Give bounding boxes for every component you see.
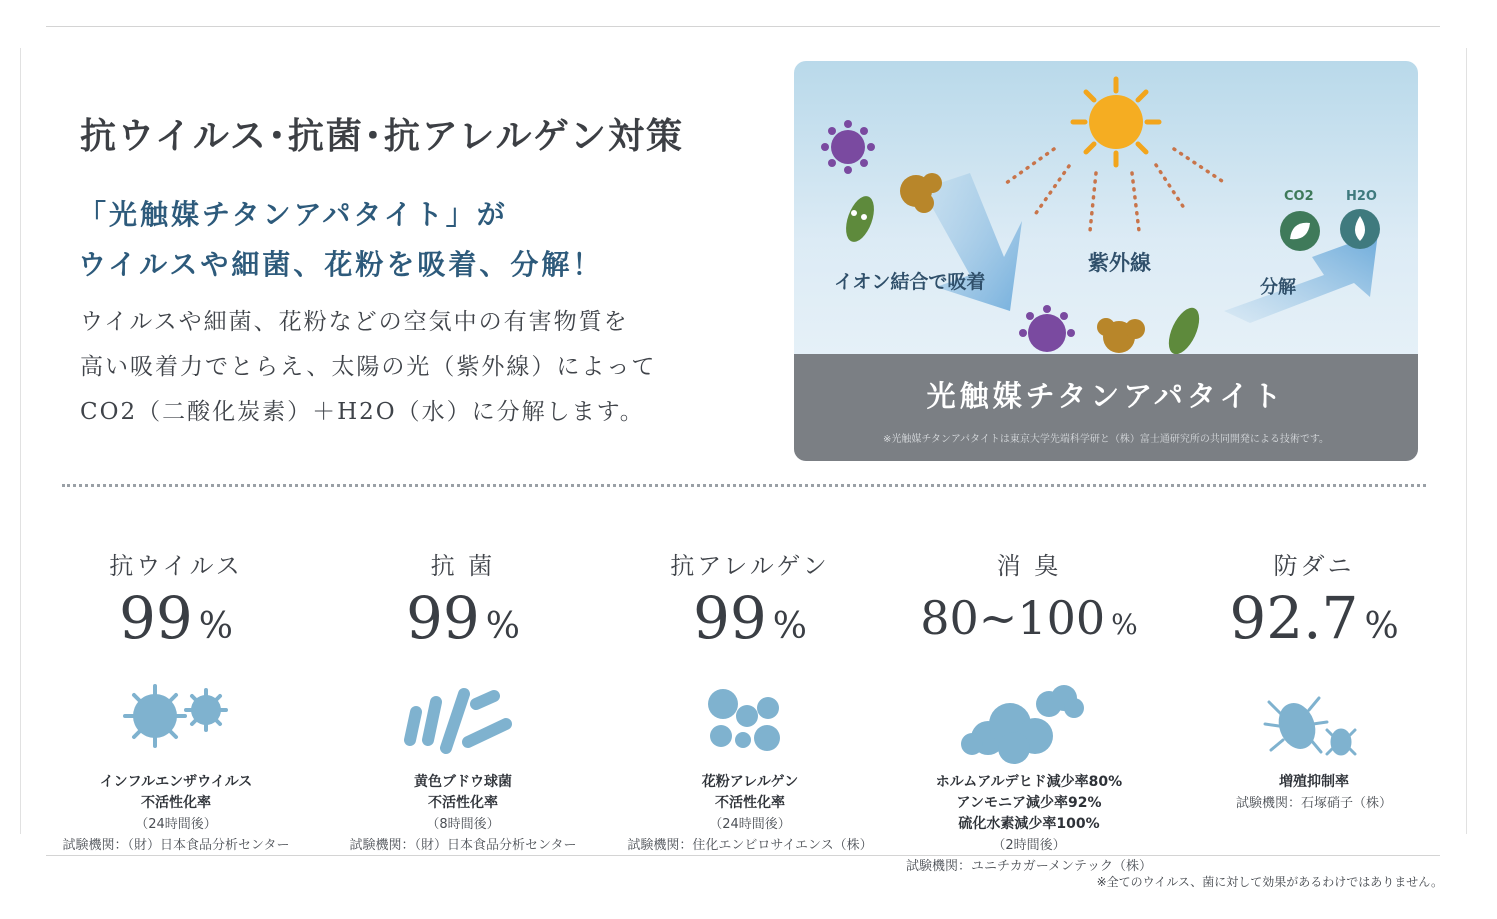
- body-line: ウイルスや細菌、花粉などの空気中の有害物質を: [80, 309, 629, 335]
- stat-unit: %: [1364, 606, 1399, 647]
- stat-antimite: [1169, 548, 1459, 814]
- diagram-artwork: [794, 61, 1418, 361]
- stat-icon: [318, 652, 608, 772]
- stat-name: 消 臭: [996, 552, 1062, 580]
- section-divider: [62, 484, 1426, 487]
- stat-number: 80~100: [920, 591, 1106, 645]
- stat-antivirus: [31, 548, 321, 856]
- stat-antibacterial: [318, 548, 608, 856]
- stat-value: [605, 584, 895, 652]
- co2-leaf-icon: [1280, 211, 1320, 251]
- pollen-icon: [605, 652, 895, 772]
- stat-desc-line: 花粉アレルゲン: [701, 774, 799, 790]
- uv-rays: [1002, 149, 1222, 231]
- adsorb-label: イオン結合で吸着: [834, 271, 986, 293]
- stat-deodorizing: [884, 548, 1174, 877]
- lead-line: 「光触媒チタンアパタイト」が: [78, 198, 508, 231]
- stat-name: 抗ウイルス: [109, 552, 243, 580]
- stat-value: [884, 584, 1174, 652]
- stat-number: 99: [405, 584, 480, 652]
- stat-desc-line: 増殖抑制率: [1279, 774, 1349, 790]
- stat-name: 抗アレルゲン: [670, 552, 830, 580]
- stat-value: [318, 584, 608, 652]
- stat-name: 防ダニ: [1273, 552, 1355, 580]
- stat-unit: %: [1111, 608, 1138, 641]
- lead-line: ウイルスや細菌、花粉を吸着、分解！: [78, 248, 604, 281]
- stat-value: [1169, 584, 1459, 652]
- dead-virus-icon: [1019, 305, 1075, 352]
- bacteria-icon: [318, 652, 608, 772]
- stat-icon: [605, 652, 895, 772]
- page-title: 抗ウイルス･抗菌･抗アレルゲン対策: [80, 115, 685, 157]
- stat-icon: [31, 652, 321, 772]
- uv-label: 紫外線: [1088, 251, 1151, 275]
- stat-number: 99: [692, 584, 767, 652]
- coating-note: ※光触媒チタンアパタイトは東京大学先端科学研と（株）富士通研究所の共同開発による技術です。: [882, 434, 1330, 445]
- stat-desc-line: アンモニア減少率92%: [956, 795, 1102, 811]
- stat-desc-line: ホルムアルデヒド減少率80%: [935, 774, 1123, 790]
- decompose-label: 分解: [1260, 277, 1296, 298]
- stat-note: 試験機関：（財）日本食品分析センター: [62, 838, 290, 853]
- stat-antiallergen: [605, 548, 895, 856]
- stat-number: 99: [118, 584, 193, 652]
- footnote: ※全てのウイルス、菌に対して効果があるわけではありません。: [1096, 875, 1443, 889]
- stat-note: 試験機関：（財）日本食品分析センター: [349, 838, 577, 853]
- stat-desc-line: 不活性化率: [428, 795, 498, 811]
- odor-cloud-icon: [884, 652, 1174, 772]
- stat-unit: %: [198, 606, 234, 647]
- stat-note: 試験機関：住化エンビロサイエンス（株）: [627, 838, 873, 853]
- stat-icon: [884, 652, 1174, 772]
- body-line: CO2（二酸化炭素）＋H2O（水）に分解します。: [80, 399, 645, 425]
- stat-note: （24時間後）: [709, 817, 791, 832]
- stat-desc-line: 硫化水素減少率100%: [958, 816, 1100, 832]
- stat-note: （24時間後）: [135, 817, 217, 832]
- h2o-label: H2O: [1346, 189, 1377, 204]
- right-rule: [1466, 48, 1467, 834]
- dead-bacteria-icon: [1163, 303, 1206, 358]
- sun-icon: [1073, 79, 1159, 165]
- dead-pollen-icon: [1097, 318, 1145, 353]
- body-text: [80, 300, 656, 435]
- stat-unit: %: [772, 606, 808, 647]
- lead-text: [78, 190, 603, 290]
- mite-icon: [1169, 652, 1459, 772]
- virus-icon: [821, 120, 875, 174]
- h2o-drop-icon: [1340, 209, 1380, 249]
- stat-desc-line: 不活性化率: [141, 795, 211, 811]
- photocatalyst-diagram: [794, 61, 1418, 461]
- bacteria-icon: [841, 192, 880, 245]
- stat-name: 抗 菌: [430, 552, 496, 580]
- stat-number: 92.7: [1229, 584, 1359, 652]
- stat-note: （8時間後）: [426, 817, 500, 832]
- stat-note: 試験機関：石塚硝子（株）: [1235, 796, 1392, 811]
- body-line: 高い吸着力でとらえ、太陽の光（紫外線）によって: [80, 354, 657, 380]
- stat-desc-line: 黄色ブドウ球菌: [414, 774, 512, 790]
- coating-title: 光触媒チタンアパタイト: [926, 379, 1286, 413]
- co2-label: CO2: [1284, 189, 1314, 204]
- stat-note: 試験機関：ユニチカガーメンテック（株）: [905, 859, 1153, 874]
- stat-desc-line: 不活性化率: [715, 795, 785, 811]
- virus-icon: [31, 652, 321, 772]
- stat-value: [31, 584, 321, 652]
- stat-desc-line: インフルエンザウイルス: [99, 774, 253, 790]
- coating-layer: [794, 354, 1418, 461]
- stat-unit: %: [485, 606, 521, 647]
- stat-icon: [1169, 652, 1459, 772]
- left-rule: [20, 48, 21, 834]
- top-rule: [46, 26, 1440, 27]
- stat-note: （2時間後）: [992, 838, 1066, 853]
